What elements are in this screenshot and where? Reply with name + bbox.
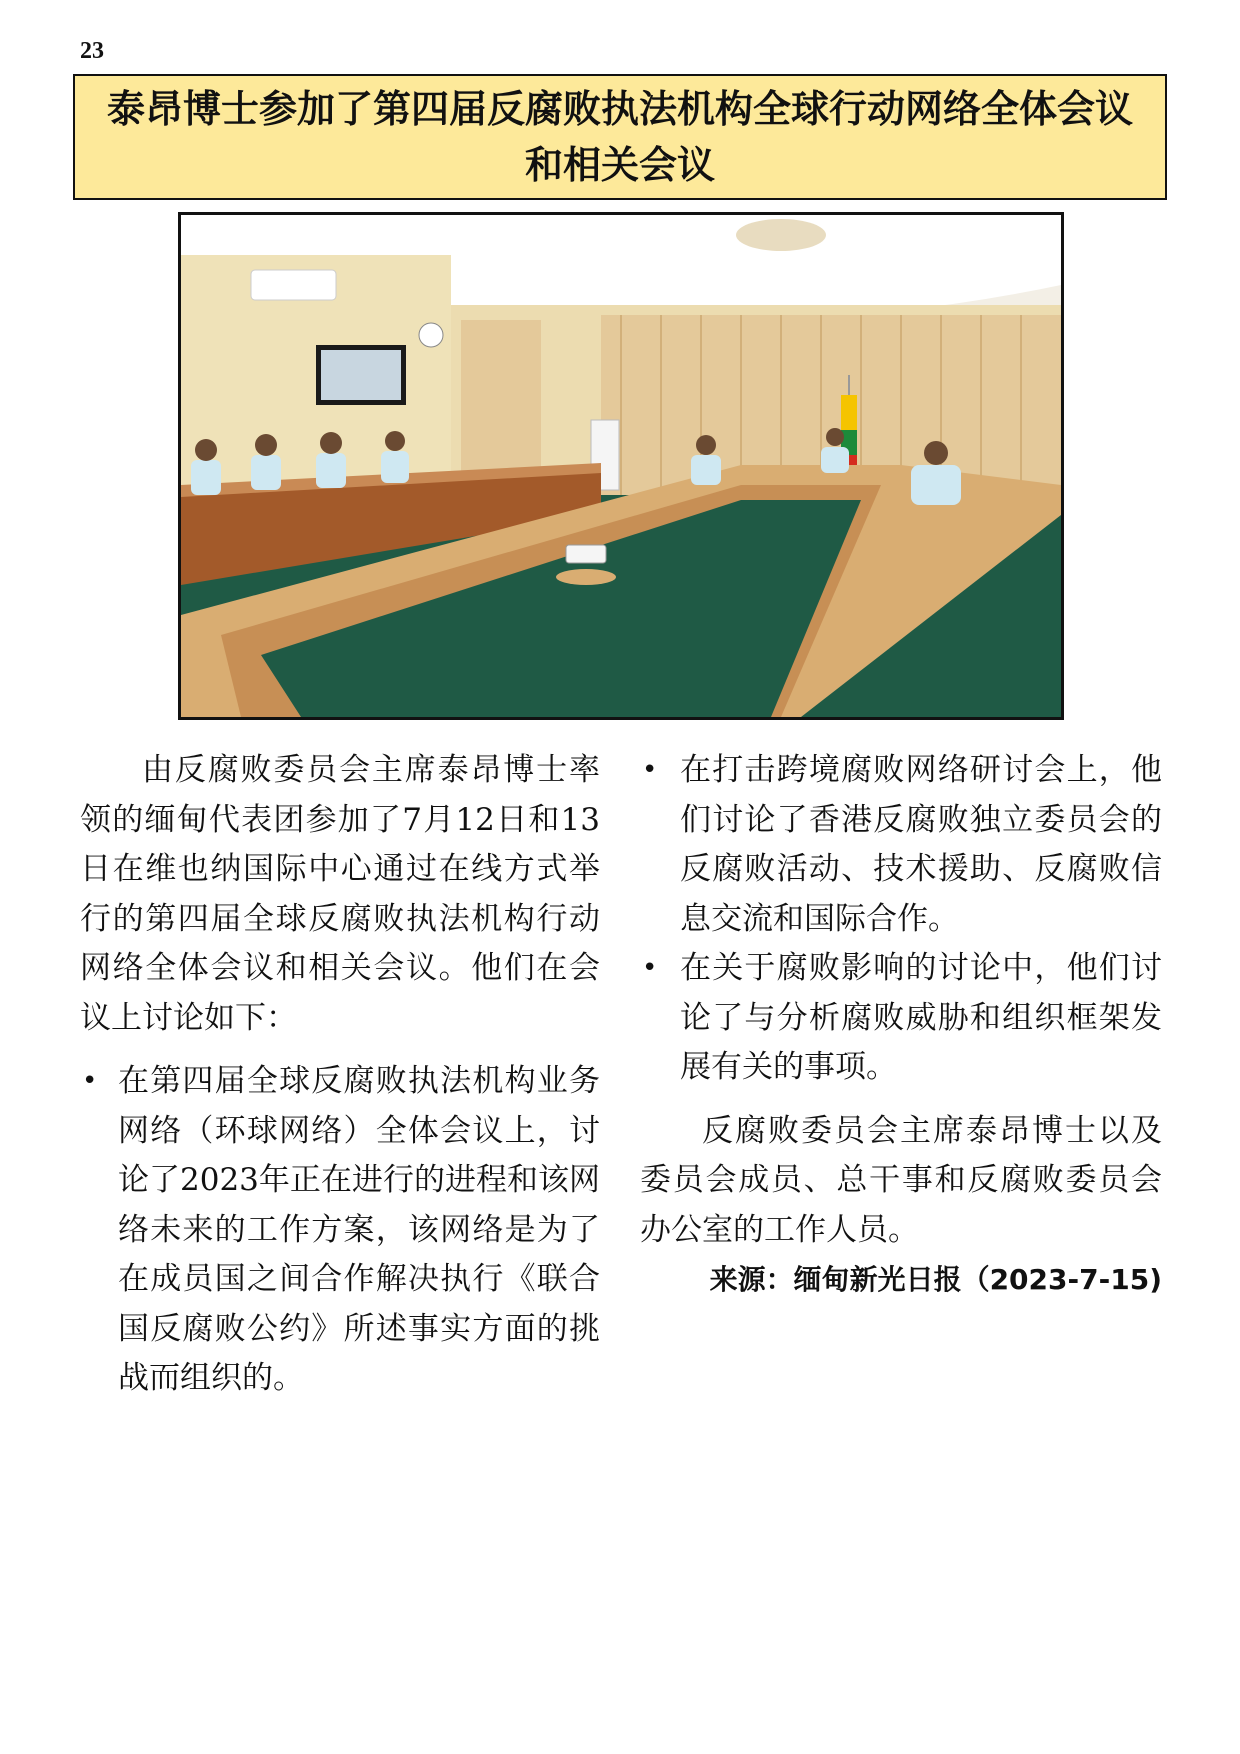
- list-item: • 在关于腐败影响的讨论中，他们讨论了与分析腐败威胁和组织框架发展有关的事项。: [640, 944, 1162, 1093]
- right-column: [640, 746, 1162, 1305]
- bullet-list-left: [80, 1057, 600, 1404]
- title-banner: [73, 74, 1167, 200]
- closing-paragraph: 反腐败委员会主席泰昂博士以及委员会成员、总干事和反腐败委员会办公室的工作人员。: [640, 1112, 1162, 1248]
- meeting-room-illustration: [181, 215, 1061, 717]
- list-item: • 在第四届全球反腐败执法机构业务网络（环球网络）全体会议上，讨论了2023年正在进行的进程和该网络未来的工作方案，该网络是为了在成员国之间合作解决执行《联合国反腐败公约》所述事实方面的挑战而组织的。: [80, 1057, 600, 1404]
- page-number: 23: [80, 38, 104, 64]
- left-column: [80, 746, 600, 1404]
- intro-paragraph: 由反腐败委员会主席泰昂博士率领的缅甸代表团参加了7月12日和13日在维也纳国际中心通过在线方式举行的第四届全球反腐败执法机构行动网络全体会议和相关会议。他们在会议上讨论如下：: [80, 752, 600, 1036]
- meeting-photo: [178, 212, 1064, 720]
- list-item: • 在打击跨境腐败网络研讨会上，他们讨论了香港反腐败独立委员会的反腐败活动、技术援助、反腐败信息交流和国际合作。: [640, 746, 1162, 944]
- source-line: 来源：缅甸新光日报（2023-7-15): [709, 1263, 1162, 1296]
- article-title: 泰昂博士参加了第四届反腐败执法机构全球行动网络全体会议和相关会议: [106, 87, 1133, 187]
- bullet-list-right: [640, 746, 1162, 1093]
